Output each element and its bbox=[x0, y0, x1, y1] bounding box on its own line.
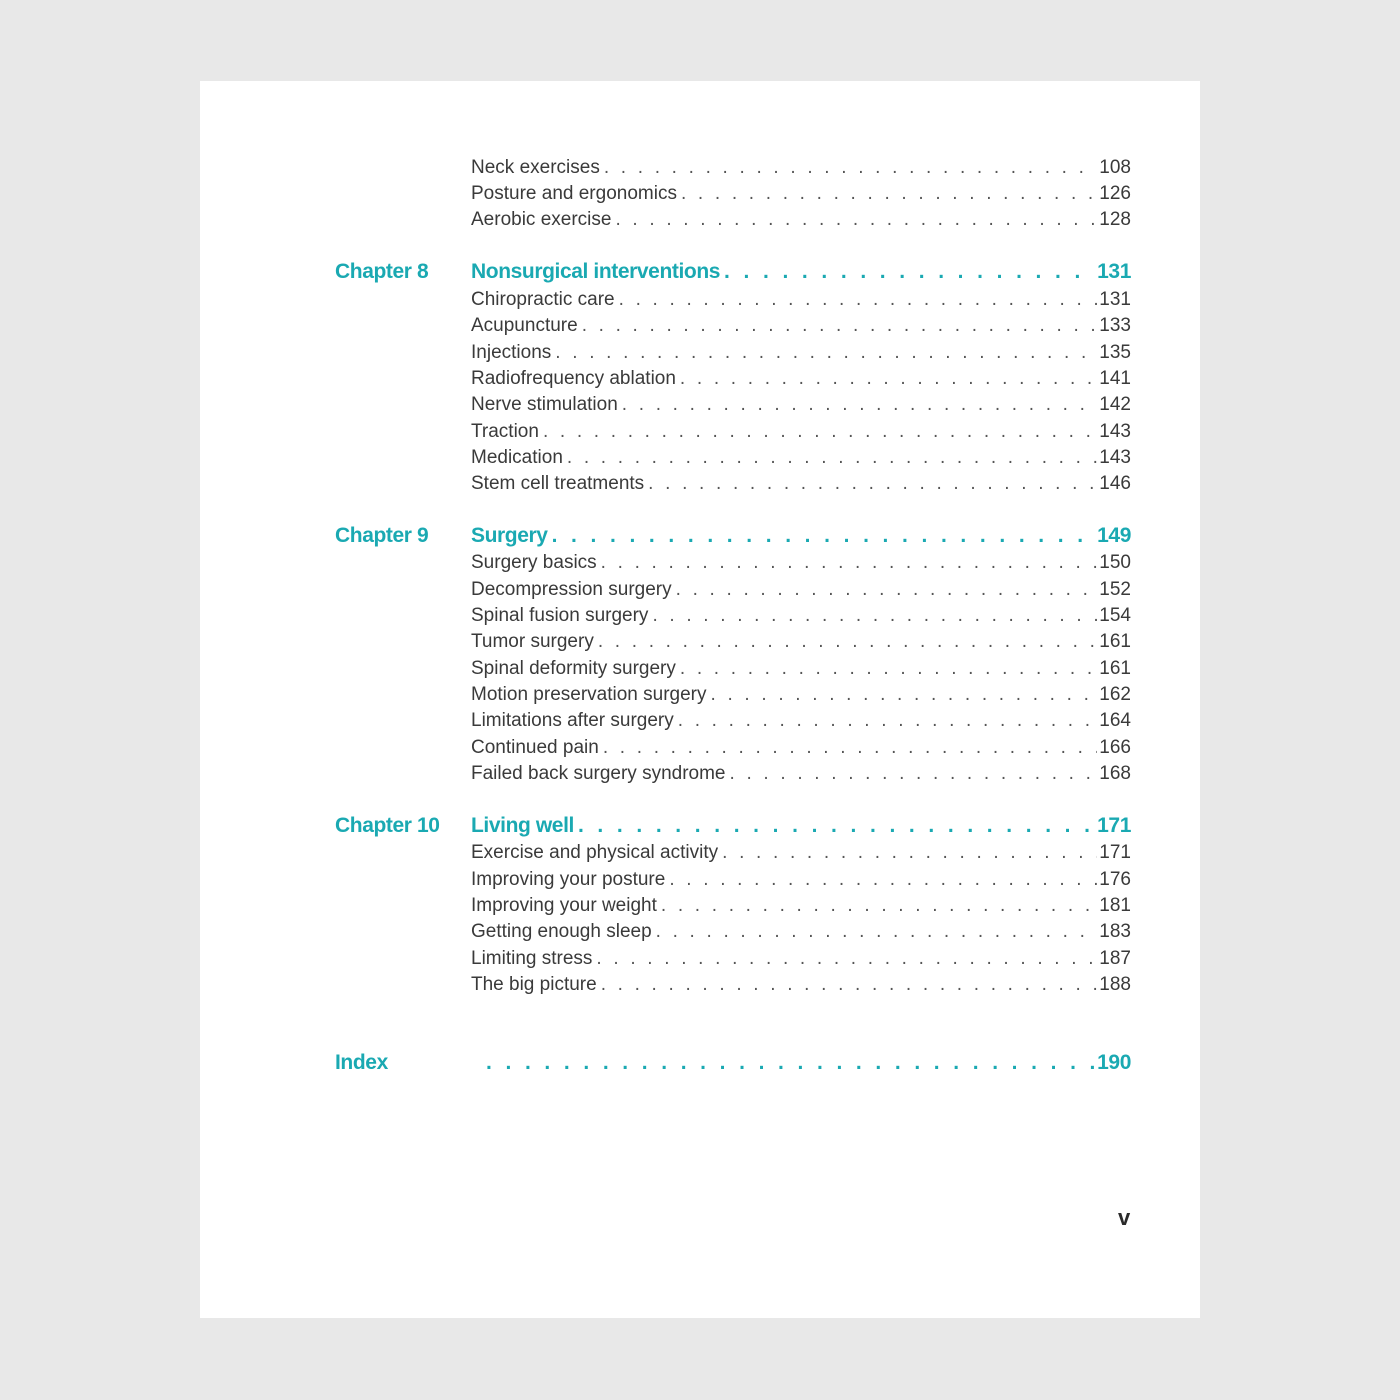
toc-entry bbox=[471, 577, 1131, 603]
chapter-page: 131 bbox=[1097, 260, 1131, 283]
toc-entry bbox=[471, 392, 1131, 418]
leader-dots bbox=[604, 155, 1097, 181]
toc-entry bbox=[471, 893, 1131, 919]
chapter-10-heading bbox=[471, 813, 1131, 839]
toc-entry bbox=[471, 550, 1131, 576]
toc-entry-page: 161 bbox=[1099, 658, 1131, 679]
toc-entry-page: 150 bbox=[1099, 552, 1131, 573]
toc-entry-page: 181 bbox=[1099, 895, 1131, 916]
toc-entry-title: Decompression surgery bbox=[471, 579, 672, 600]
toc-entry bbox=[471, 181, 1131, 207]
toc-entry-title: Improving your posture bbox=[471, 869, 666, 890]
leader-dots bbox=[555, 340, 1097, 366]
toc-entry-page: 131 bbox=[1099, 289, 1131, 310]
leader-dots bbox=[648, 471, 1097, 497]
leader-dots bbox=[724, 259, 1095, 285]
toc-entry-page: 171 bbox=[1099, 842, 1131, 863]
toc-entry-title: Failed back surgery syndrome bbox=[471, 763, 726, 784]
toc-entry-title: Injections bbox=[471, 342, 552, 363]
toc-entry-title: Traction bbox=[471, 421, 539, 442]
toc-entry-page: 161 bbox=[1099, 631, 1131, 652]
toc-entry-page: 146 bbox=[1099, 473, 1131, 494]
toc-entry bbox=[471, 629, 1131, 655]
toc-entry-title: Improving your weight bbox=[471, 895, 657, 916]
leader-dots bbox=[582, 313, 1098, 339]
chapter-page: 171 bbox=[1097, 814, 1131, 837]
toc-entry-title: Exercise and physical activity bbox=[471, 842, 719, 863]
toc-entry-page: 168 bbox=[1099, 763, 1131, 784]
leader-dots bbox=[680, 366, 1097, 392]
toc-entry-page: 183 bbox=[1099, 921, 1131, 942]
toc-entry-page: 152 bbox=[1099, 579, 1131, 600]
toc-entry-page: 141 bbox=[1099, 368, 1131, 389]
leader-dots bbox=[601, 550, 1098, 576]
toc-entry-title: Limiting stress bbox=[471, 948, 593, 969]
leader-dots bbox=[615, 207, 1097, 233]
toc-entry-title: Acupuncture bbox=[471, 315, 578, 336]
toc-entry-title: The big picture bbox=[471, 974, 597, 995]
leader-dots bbox=[619, 287, 1098, 313]
toc-entry bbox=[471, 656, 1131, 682]
toc-entry-title: Stem cell treatments bbox=[471, 473, 645, 494]
chapter-title: Surgery bbox=[471, 524, 548, 547]
toc-entry bbox=[471, 603, 1131, 629]
toc-entry-page: 143 bbox=[1099, 447, 1131, 468]
toc-entry-title: Chiropractic care bbox=[471, 289, 615, 310]
leader-dots bbox=[486, 1050, 1095, 1076]
toc-entry-title: Motion preservation surgery bbox=[471, 684, 707, 705]
leader-dots bbox=[680, 656, 1097, 682]
chapter-10-label: Chapter 10 bbox=[335, 814, 440, 837]
toc-entry bbox=[471, 735, 1131, 761]
toc-entry-title: Medication bbox=[471, 447, 563, 468]
toc-entry-page: 166 bbox=[1099, 737, 1131, 758]
toc-entry-page: 188 bbox=[1099, 974, 1131, 995]
leader-dots bbox=[578, 813, 1095, 839]
document-page bbox=[200, 81, 1200, 1318]
leader-dots bbox=[601, 972, 1098, 998]
toc-entry-page: 154 bbox=[1099, 605, 1131, 626]
toc-entry-title: Posture and ergonomics bbox=[471, 183, 677, 204]
toc-entry bbox=[471, 946, 1131, 972]
toc-entry-title: Surgery basics bbox=[471, 552, 597, 573]
index-label: Index bbox=[335, 1051, 388, 1074]
leader-dots bbox=[596, 946, 1097, 972]
leader-dots bbox=[681, 181, 1097, 207]
toc-entry-page: 143 bbox=[1099, 421, 1131, 442]
chapter-title: Living well bbox=[471, 814, 574, 837]
leader-dots bbox=[552, 523, 1096, 549]
leader-dots bbox=[598, 629, 1097, 655]
leader-dots bbox=[722, 840, 1097, 866]
chapter-page: 149 bbox=[1097, 524, 1131, 547]
toc-entry-page: 108 bbox=[1099, 157, 1131, 178]
toc-entry-title: Radiofrequency ablation bbox=[471, 368, 676, 389]
toc-entry-page: 142 bbox=[1099, 394, 1131, 415]
leader-dots bbox=[652, 603, 1097, 629]
toc-entry bbox=[471, 366, 1131, 392]
chapter-8-heading bbox=[471, 259, 1131, 285]
toc-entry bbox=[471, 972, 1131, 998]
chapter-title: Nonsurgical interventions bbox=[471, 260, 721, 283]
toc-entry bbox=[471, 682, 1131, 708]
toc-entry bbox=[471, 419, 1131, 445]
toc-entry bbox=[471, 761, 1131, 787]
leader-dots bbox=[543, 419, 1097, 445]
toc-entry-page: 162 bbox=[1099, 684, 1131, 705]
leader-dots bbox=[661, 893, 1097, 919]
toc-entry bbox=[471, 840, 1131, 866]
toc-entry-title: Spinal deformity surgery bbox=[471, 658, 676, 679]
toc-entry-title: Neck exercises bbox=[471, 157, 600, 178]
toc-entry-title: Continued pain bbox=[471, 737, 599, 758]
toc-entry-page: 187 bbox=[1099, 948, 1131, 969]
chapter-9-label: Chapter 9 bbox=[335, 524, 429, 547]
toc-entry bbox=[471, 471, 1131, 497]
toc-entry-title: Tumor surgery bbox=[471, 631, 594, 652]
leader-dots bbox=[669, 867, 1097, 893]
toc-entry bbox=[471, 207, 1131, 233]
toc-entry bbox=[471, 287, 1131, 313]
leader-dots bbox=[656, 919, 1098, 945]
toc-entry-page: 176 bbox=[1099, 869, 1131, 890]
toc-entry bbox=[471, 445, 1131, 471]
leader-dots bbox=[622, 392, 1098, 418]
toc-entry bbox=[471, 155, 1131, 181]
toc-entry-page: 128 bbox=[1099, 209, 1131, 230]
leader-dots bbox=[567, 445, 1097, 471]
toc-entry-title: Nerve stimulation bbox=[471, 394, 618, 415]
chapter-9-heading bbox=[471, 523, 1131, 549]
toc-entry-page: 133 bbox=[1099, 315, 1131, 336]
leader-dots bbox=[676, 577, 1098, 603]
toc-entry-page: 164 bbox=[1099, 710, 1131, 731]
index-heading bbox=[482, 1050, 1131, 1076]
toc-entry-title: Getting enough sleep bbox=[471, 921, 652, 942]
index-page: 190 bbox=[1097, 1051, 1131, 1074]
toc-entry-title: Aerobic exercise bbox=[471, 209, 612, 230]
toc-entry-page: 135 bbox=[1099, 342, 1131, 363]
toc-entry bbox=[471, 340, 1131, 366]
leader-dots bbox=[603, 735, 1097, 761]
toc-entry-page: 126 bbox=[1099, 183, 1131, 204]
toc-entry bbox=[471, 313, 1131, 339]
toc-entry-title: Limitations after surgery bbox=[471, 710, 674, 731]
toc-entry bbox=[471, 708, 1131, 734]
leader-dots bbox=[730, 761, 1098, 787]
toc-entry bbox=[471, 919, 1131, 945]
leader-dots bbox=[678, 708, 1098, 734]
chapter-8-label: Chapter 8 bbox=[335, 260, 429, 283]
page-number: v bbox=[1118, 1205, 1131, 1230]
leader-dots bbox=[711, 682, 1098, 708]
toc-entry-title: Spinal fusion surgery bbox=[471, 605, 649, 626]
toc-entry bbox=[471, 867, 1131, 893]
